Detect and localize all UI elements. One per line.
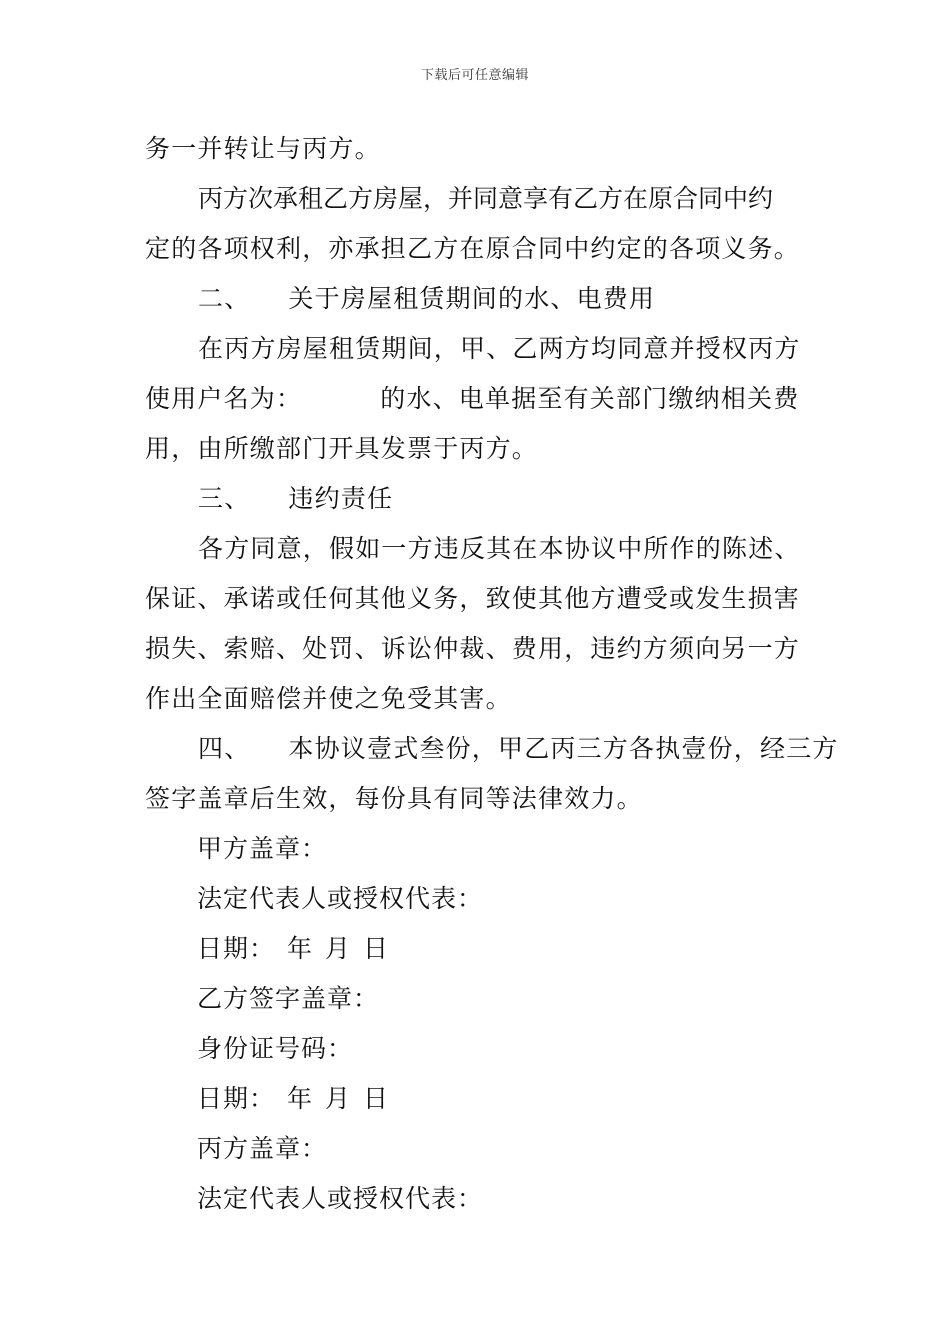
section-number-4: 四、: [198, 734, 251, 763]
section-heading-4: [198, 734, 839, 764]
body-line-7: 用，由所缴部门开具发票于丙方。: [145, 434, 539, 463]
party-c-representative: 法定代表人或授权代表：: [197, 1184, 484, 1213]
body-line-9: 各方同意，假如一方违反其在本协议中所作的陈述、: [198, 534, 801, 563]
body-line-11: 损失、索赔、处罚、诉讼仲裁、费用，违约方须向另一方: [145, 634, 801, 663]
date-label: 日期：: [197, 1084, 276, 1113]
date-month: 月: [325, 934, 352, 963]
date-year: 年: [287, 1084, 314, 1113]
section-number-3: 三、: [198, 484, 251, 513]
section-number-2: 二、: [198, 284, 251, 313]
party-b-signature: 乙方签字盖章：: [197, 984, 380, 1013]
body-line-10: 保证、承诺或任何其他义务，致使其他方遭受或发生损害: [145, 584, 801, 613]
section-heading-3: [198, 484, 393, 514]
body-line-5: 在丙方房屋租赁期间，甲、乙两方均同意并授权丙方: [198, 334, 801, 363]
party-a-representative: 法定代表人或授权代表：: [197, 884, 484, 913]
party-a-date: [197, 934, 389, 964]
date-day: 日: [363, 1084, 390, 1113]
body-line-2: 丙方次承租乙方房屋，并同意享有乙方在原合同中约: [198, 184, 774, 213]
party-a-seal: 甲方盖章：: [197, 834, 328, 863]
section-title-3: 违约责任: [288, 484, 394, 513]
date-year: 年: [287, 934, 314, 963]
date-month: 月: [325, 1084, 352, 1113]
body-line-14: 签字盖章后生效，每份具有同等法律效力。: [145, 784, 643, 813]
body-line-1: 务一并转让与丙方。: [145, 134, 381, 163]
party-b-id-number: 身份证号码：: [197, 1034, 354, 1063]
section-title-2: 关于房屋租赁期间的水、电费用: [288, 284, 656, 313]
date-day: 日: [363, 934, 390, 963]
body-line-6-rest: 的水、电单据至有关部门缴纳相关费: [380, 384, 800, 413]
party-c-seal: 丙方盖章：: [197, 1134, 328, 1163]
body-line-3: 定的各项权利，亦承担乙方在原合同中约定的各项义务。: [145, 234, 801, 263]
body-line-12: 作出全面赔偿并使之免受其害。: [145, 684, 512, 713]
body-line-6: [145, 384, 799, 414]
date-label: 日期：: [197, 934, 276, 963]
page-header: 下载后可任意编辑: [420, 68, 529, 83]
username-label: 使用户名为：: [145, 384, 303, 413]
section-heading-2: [198, 284, 655, 314]
party-b-date: [197, 1084, 389, 1114]
section-text-4: 本协议壹式叁份，甲乙丙三方各执壹份，经三方: [288, 734, 839, 763]
